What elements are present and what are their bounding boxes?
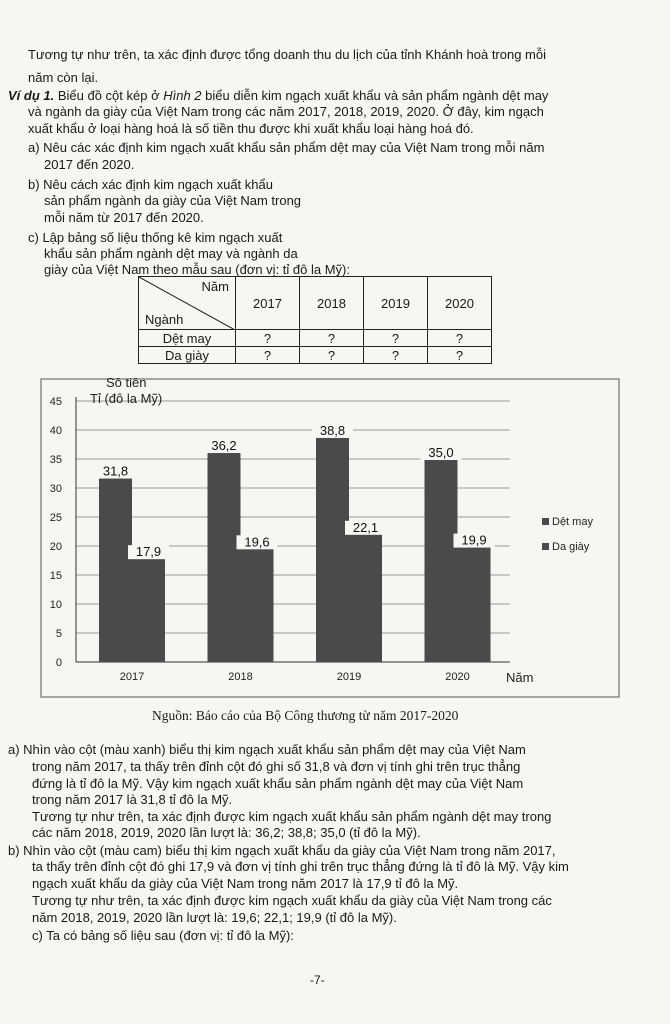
data-label: 31,8 bbox=[102, 463, 129, 479]
example-text: Biểu đồ cột kép ở bbox=[57, 88, 164, 103]
header-sector: Ngành bbox=[145, 312, 184, 327]
example-intro bbox=[8, 87, 548, 104]
figure-ref: Hình 2 bbox=[163, 88, 202, 103]
table-row bbox=[139, 330, 492, 347]
x-tick-label: 2018 bbox=[228, 671, 253, 683]
year-header: 2020 bbox=[428, 277, 492, 330]
question-b: b) Nêu cách xác định kim ngạch xuất khẩu bbox=[28, 177, 273, 192]
answer-a: đứng là tỉ đô la Mỹ. Vậy kim ngạch xuất khẩu sản phẩm ngành dệt may của Việt Nam bbox=[32, 776, 524, 791]
data-label: 36,2 bbox=[211, 438, 237, 454]
answer-b: Tương tự như trên, ta xác định được kim ngạch xuất khẩu da giày của Việt Nam trong các bbox=[32, 893, 552, 908]
bar-det-may bbox=[99, 478, 132, 662]
page-number: -7- bbox=[310, 973, 325, 987]
question-a: a) Nêu các xác định kim ngạch xuất khẩu sản phẩm dệt may của Việt Nam trong mỗi năm bbox=[28, 140, 545, 155]
chart-svg bbox=[40, 378, 620, 698]
example-text: và ngành da giày của Việt Nam trong các năm 2017, 2018, 2019, 2020. Ở đây, kim ngạch bbox=[28, 104, 544, 119]
bar-det-may bbox=[425, 459, 458, 662]
legend-swatch bbox=[542, 543, 549, 550]
example-label: Ví dụ 1. bbox=[8, 88, 55, 103]
y-tick-label: 10 bbox=[49, 599, 62, 611]
data-label: 19,6 bbox=[244, 534, 270, 550]
answer-b: ta thấy trên đỉnh cột đó ghi 17,9 và đơn vị tính ghi trên trục thẳng đứng là tỉ đô là Mỹ. Vậy kim bbox=[32, 859, 569, 874]
question-b: sản phẩm ngành da giày của Việt Nam trong bbox=[44, 193, 302, 208]
y-tick-label: 5 bbox=[55, 628, 62, 640]
example-text: xuất khẩu ở loại hàng hoá là số tiền thu được khi xuất khẩu loại hàng hoá đó. bbox=[28, 121, 474, 136]
y-axis-label: Tỉ (đô la Mỹ) bbox=[90, 391, 163, 406]
question-c: khẩu sản phẩm ngành dệt may và ngành da bbox=[44, 246, 298, 261]
table-cell: ? bbox=[428, 347, 492, 364]
y-tick-label: 0 bbox=[55, 657, 62, 669]
bar-da-giay bbox=[132, 558, 165, 662]
data-label: 38,8 bbox=[319, 422, 346, 438]
y-tick-label: 35 bbox=[49, 454, 62, 466]
answer-a: các năm 2018, 2019, 2020 lần lượt là: 36,2; 38,8; 35,0 (tỉ đô la Mỹ). bbox=[32, 825, 421, 840]
table-cell: ? bbox=[364, 347, 428, 364]
bar-det-may bbox=[208, 452, 241, 662]
x-tick-label: 2020 bbox=[445, 671, 470, 683]
answer-a: a) Nhìn vào cột (màu xanh) biểu thị kim ngạch xuất khẩu sản phẩm dệt may của Việt Nam bbox=[8, 742, 526, 757]
y-tick-label: 40 bbox=[49, 425, 62, 437]
y-tick-label: 20 bbox=[49, 541, 62, 553]
x-tick-label: 2019 bbox=[336, 671, 362, 683]
y-axis-label: Số tiền bbox=[106, 378, 147, 390]
question-c: c) Lập bảng số liệu thống kê kim ngạch xuất bbox=[28, 230, 283, 245]
answer-b: năm 2018, 2019, 2020 lần lượt là: 19,6; 22,1; 19,9 (tỉ đô la Mỹ). bbox=[32, 910, 397, 925]
intro-line: Tương tự như trên, ta xác định được tổng doanh thu du lịch của tỉnh Khánh hoà trong mỗi bbox=[28, 47, 547, 62]
answer-a: trong năm 2017 là 31,8 tỉ đô la Mỹ. bbox=[32, 792, 233, 807]
table-cell: ? bbox=[236, 330, 300, 347]
legend-label: Dệt may bbox=[552, 516, 593, 528]
year-header: 2017 bbox=[236, 277, 300, 330]
legend-label: Da giày bbox=[552, 541, 590, 553]
intro-line: năm còn lại. bbox=[28, 70, 99, 85]
data-label: 35,0 bbox=[428, 445, 454, 460]
table-cell: ? bbox=[236, 347, 300, 364]
question-c: giày của Việt Nam theo mẫu sau (đơn vị: tỉ đô la Mỹ): bbox=[44, 262, 350, 277]
answer-b: ngạch xuất khẩu da giày của Việt Nam trong năm 2017 là 17,9 tỉ đô la Mỹ. bbox=[32, 876, 459, 891]
y-tick-label: 45 bbox=[49, 396, 62, 408]
answer-b: b) Nhìn vào cột (màu cam) biểu thị kim ngạch xuất khẩu da giày của Việt Nam trong năm 2017, bbox=[8, 843, 556, 858]
header-corner bbox=[139, 277, 236, 330]
answer-c: c) Ta có bảng số liệu sau (đơn vị: tỉ đô la Mỹ): bbox=[32, 928, 294, 943]
header-year: Năm bbox=[201, 279, 229, 294]
table-cell: ? bbox=[364, 330, 428, 347]
table-cell: ? bbox=[428, 330, 492, 347]
answer-a: trong năm 2017, ta thấy trên đỉnh cột đó ghi số 31,8 và đơn vị tính ghi trên trục thẳng bbox=[32, 759, 521, 774]
template-table bbox=[138, 276, 492, 364]
y-tick-label: 15 bbox=[49, 570, 62, 582]
bar-det-may bbox=[316, 437, 349, 662]
bar-da-giay bbox=[349, 534, 382, 662]
table-row bbox=[139, 347, 492, 364]
question-b: mỗi năm từ 2017 đến 2020. bbox=[44, 210, 204, 225]
table-cell: ? bbox=[300, 347, 364, 364]
chart-source: Nguồn: Báo cáo của Bộ Công thương từ năm 2017-2020 bbox=[152, 708, 459, 723]
bar-da-giay bbox=[241, 548, 274, 662]
row-name: Dệt may bbox=[139, 330, 236, 347]
table-cell: ? bbox=[300, 330, 364, 347]
data-label: 22,1 bbox=[352, 519, 379, 535]
data-label: 19,9 bbox=[461, 532, 487, 548]
bar-da-giay bbox=[458, 547, 491, 662]
x-tick-label: 2017 bbox=[119, 671, 145, 683]
row-name: Da giày bbox=[139, 347, 236, 364]
bar-chart bbox=[40, 378, 620, 698]
y-tick-label: 30 bbox=[49, 483, 62, 495]
year-header: 2018 bbox=[300, 277, 364, 330]
question-a: 2017 đến 2020. bbox=[44, 157, 135, 172]
y-tick-label: 25 bbox=[49, 512, 62, 524]
x-axis-label: Năm bbox=[506, 670, 534, 685]
year-header: 2019 bbox=[364, 277, 428, 330]
legend-swatch bbox=[542, 518, 549, 525]
example-text: biểu diễn kim ngạch xuất khẩu và sản phẩm ngành dệt may bbox=[201, 88, 549, 103]
answer-a: Tương tự như trên, ta xác định được kim ngạch xuất khẩu sản phẩm ngành dệt may trong bbox=[32, 809, 552, 824]
data-label: 17,9 bbox=[135, 544, 162, 560]
